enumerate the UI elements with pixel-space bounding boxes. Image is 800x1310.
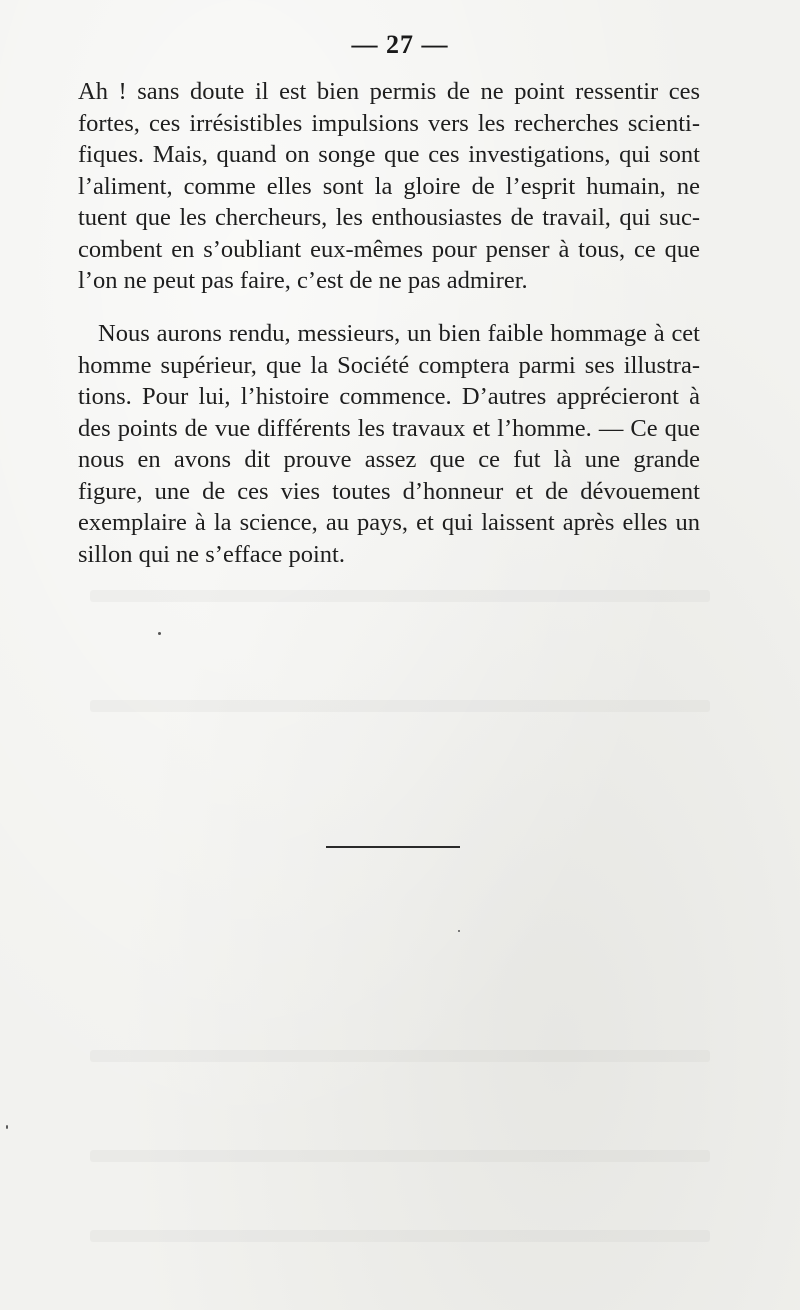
show-through-shadow — [90, 700, 710, 712]
end-rule-divider — [326, 846, 460, 848]
show-through-shadow — [90, 1150, 710, 1162]
ink-speck — [458, 930, 460, 932]
text-line: figure, une de ces vies toutes d’honneur et de dévouement — [78, 477, 700, 505]
paragraph-1 — [78, 76, 700, 297]
text-line: l’on ne peut pas faire, c’est de ne pas admirer. — [78, 267, 528, 294]
paragraph-2 — [78, 318, 700, 570]
text-line: Ah ! sans doute il est bien permis de ne point ressentir ces — [78, 78, 700, 105]
ink-speck — [6, 1125, 8, 1129]
show-through-shadow — [90, 1230, 710, 1242]
text-line: Nous aurons rendu, messieurs, un bien faible hommage à cet — [98, 320, 700, 347]
text-line: l’aliment, comme elles sont la gloire de l’esprit humain, ne — [78, 172, 700, 200]
text-line: des points de vue différents les travaux et l’homme. — Ce que — [78, 414, 700, 442]
text-line: tions. Pour lui, l’histoire commence. D’autres apprécieront à — [78, 383, 700, 410]
ink-speck — [158, 632, 161, 635]
text-line: exemplaire à la science, au pays, et qui laissent après elles un — [78, 509, 700, 536]
show-through-shadow — [90, 1050, 710, 1062]
show-through-shadow — [90, 590, 710, 602]
text-line: fiques. Mais, quand on songe que ces investigations, qui sont — [78, 141, 700, 168]
text-line: fortes, ces irrésistibles impulsions vers les recherches scienti- — [78, 109, 700, 137]
text-line: homme supérieur, que la Société comptera parmi ses illustra- — [78, 351, 700, 379]
text-line: sillon qui ne s’efface point. — [78, 540, 345, 568]
text-line: tuent que les chercheurs, les enthousiastes de travail, qui suc- — [78, 204, 700, 231]
text-line: combent en s’oubliant eux-mêmes pour penser à tous, ce que — [78, 235, 700, 263]
page-number: — 27 — — [351, 30, 449, 59]
text-line: nous en avons dit prouve assez que ce fut là une grande — [78, 446, 700, 473]
